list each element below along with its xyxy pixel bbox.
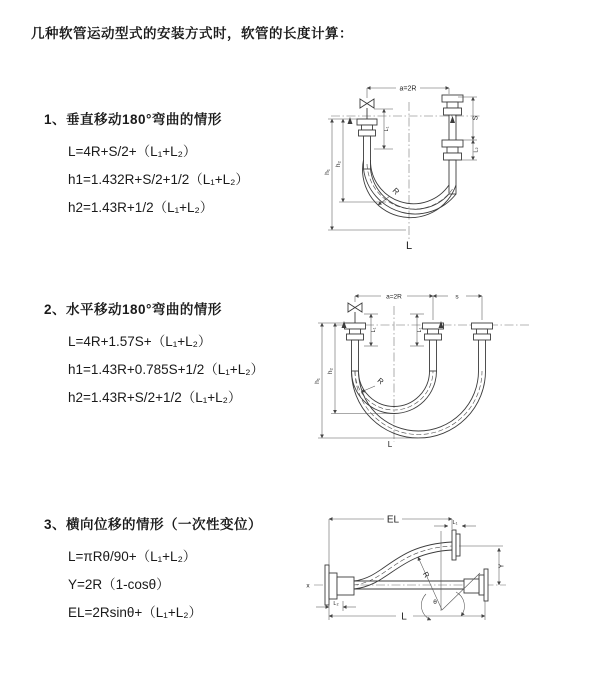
radius-leader (421, 570, 432, 580)
dim-label-el: EL (386, 514, 400, 526)
dim-label-a2r: a=2R (399, 85, 417, 93)
dim-label-h1: h₁ (314, 378, 321, 384)
formula-line: h1=1.432R+S/2+1/2（L₁+L₂） (68, 172, 249, 187)
section-2-formulas (68, 328, 264, 412)
page-title: 几种软管运动型式的安装方式时，软管的长度计算： (31, 26, 353, 41)
right-flange-upper (442, 95, 463, 115)
dim-label-y: Y (498, 563, 506, 569)
dimension-el (329, 515, 452, 568)
section-vertical-movement (44, 108, 249, 222)
diagram-lateral-displacement (296, 503, 600, 648)
dim-label-s: S (472, 115, 480, 121)
formula-line: EL=2Rsinθ+（L₁+L₂） (68, 605, 202, 620)
dim-label-l1: L₁ (452, 520, 458, 526)
dim-label-l2: L₂ (473, 147, 480, 153)
dim-label-h2: h₂ (335, 160, 342, 168)
movement-arrow (450, 116, 455, 123)
dim-label-a2r: a=2R (386, 293, 402, 301)
dim-label-l1: L₁ (371, 327, 377, 333)
formula-line: h2=1.43R+1/2（L₁+L₂） (68, 200, 214, 215)
dim-label-length: L (405, 240, 413, 252)
section-1-formulas (68, 138, 249, 222)
radius-label: R (420, 570, 432, 580)
dimension-l1 (410, 314, 424, 346)
right-flange (472, 323, 493, 340)
angle-label: θ (433, 599, 437, 606)
dimension-length (329, 601, 485, 623)
formula-line: h2=1.43R+S/2+1/2（L₁+L₂） (68, 390, 242, 405)
formula-line: L=πRθ/90+（L₁+L₂） (68, 549, 197, 564)
braided-hose-left (352, 340, 359, 371)
dim-label-h2: h₂ (327, 367, 334, 375)
dimension-l1 (374, 109, 393, 149)
dimension-h1 (314, 323, 418, 438)
dimension-s (433, 294, 482, 301)
dimension-a-2r (367, 86, 449, 99)
hose-displaced-position (354, 542, 452, 589)
dim-label-length: L (387, 440, 393, 449)
dimension-l1 (434, 520, 476, 526)
formula-line: h1=1.43R+0.785S+1/2（L₁+L₂） (68, 362, 264, 377)
dimension-a-2r (355, 294, 433, 301)
left-flange (345, 323, 366, 340)
section-lateral-displacement (44, 513, 262, 627)
dim-label-h1: h₁ (324, 169, 331, 175)
radius-leader (361, 376, 386, 392)
dim-label-l2: L₂ (333, 601, 339, 607)
diagram-horizontal-180-bend (306, 276, 596, 476)
dimension-l2 (316, 601, 356, 611)
formula-line: L=4R+1.57S+（L₁+L₂） (68, 334, 212, 349)
movement-arrow (348, 117, 353, 124)
dim-label-l1: L₁ (384, 126, 390, 132)
hose-u-bend (352, 371, 486, 438)
left-flange (357, 119, 377, 136)
section-3-formulas (68, 543, 262, 627)
section-1-heading: 1、垂直移动180°弯曲的情形 (44, 112, 222, 127)
valve-icon (348, 303, 362, 323)
formula-line: L=4R+S/2+（L₁+L₂） (68, 144, 197, 159)
dim-label-length: L (401, 611, 407, 623)
dim-label-l1: L₁ (417, 327, 423, 333)
axis-mark: x (306, 582, 310, 590)
formula-line: Y=2R（1-cosθ） (68, 577, 170, 592)
dim-label-s: s (455, 293, 459, 301)
section-3-heading: 3、横向位移的情形（一次性变位） (44, 517, 263, 532)
dimension-s (458, 97, 480, 140)
diagram-vertical-180-bend (306, 72, 596, 262)
radius-label: R (375, 375, 386, 387)
upper-flange (452, 530, 460, 560)
dimension-l1 (364, 314, 378, 346)
section-horizontal-movement (44, 298, 264, 412)
braided-hose-middle (430, 340, 437, 371)
section-2-heading: 2、水平移动180°弯曲的情形 (44, 302, 222, 317)
left-flange (325, 565, 354, 605)
right-flange-lower (442, 140, 463, 160)
radius-label: R (390, 186, 401, 197)
